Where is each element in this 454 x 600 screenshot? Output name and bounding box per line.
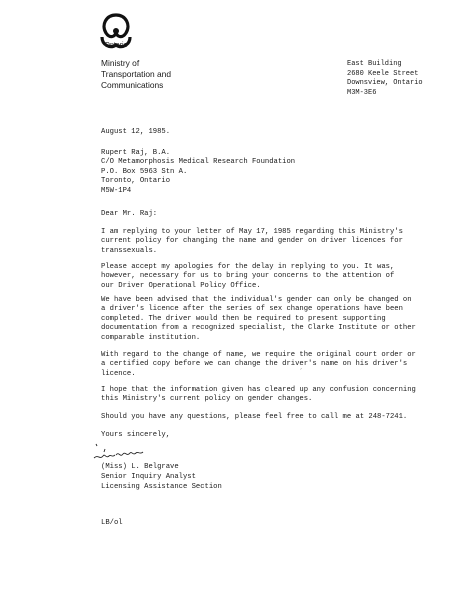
paragraph-line: With regard to the change of name, we require the original court order or	[101, 351, 416, 359]
paragraph-line: Please accept my apologies for the delay in replying to you. It was,	[101, 263, 395, 271]
ministry-line: Ministry of	[101, 58, 140, 68]
recipient-line: M5W-1P4	[101, 186, 132, 195]
paragraph-line: our Driver Operational Policy Office.	[101, 281, 261, 290]
address-line: East Building	[347, 60, 402, 68]
recipient-line: Rupert Raj, B.A.	[101, 149, 171, 157]
province-name: Ontario	[104, 42, 128, 49]
paragraph-line: a driver's licence after the series of sex change operations have been	[101, 305, 403, 314]
paragraph-line: current policy for changing the name and gender on driver licences for	[101, 237, 403, 246]
recipient-line: C/O Metamorphosis Medical Research Foundation	[101, 158, 296, 167]
paragraph-line: documentation from a recognized specialist, the Clarke Institute or other	[101, 324, 416, 333]
body-paragraph	[101, 413, 431, 422]
body-paragraph	[101, 351, 431, 379]
signatory-title: Senior Inquiry Analyst	[101, 473, 196, 481]
body-paragraph	[101, 228, 431, 256]
address-line: 2680 Keele Street	[347, 69, 419, 78]
paragraph-line: I am replying to your letter of May 17, 1985 regarding this Ministry's	[101, 228, 403, 236]
body-paragraph	[101, 296, 431, 343]
typist-initials: LB/ol	[101, 519, 123, 527]
paragraph-line: Should you have any questions, please feel free to call me at 248-7241.	[101, 413, 408, 421]
sender-address	[347, 60, 423, 98]
letter-date: August 12, 1985.	[101, 128, 171, 136]
paragraph-line: this Ministry's current policy on gender changes.	[101, 395, 313, 404]
closing: Yours sincerely,	[101, 431, 171, 439]
paragraph-line: licence.	[101, 369, 136, 378]
ministry-name	[101, 58, 251, 91]
recipient-address	[101, 149, 295, 196]
recipient-line: P.O. Box 5963 Stn A.	[101, 167, 188, 176]
body-paragraph	[101, 386, 431, 405]
paragraph-line: We have been advised that the individual's gender can only be changed on	[101, 296, 412, 304]
paragraph-line: a certified copy before we can change the driver's name on his driver's	[101, 360, 408, 369]
address-line: M3M-3E6	[347, 88, 377, 97]
paragraph-line: transsexuals.	[101, 246, 158, 255]
ministry-line: Communications	[101, 80, 164, 90]
ministry-line: Transportation and	[101, 69, 171, 79]
paragraph-line: I hope that the information given has cleared up any confusion concerning	[101, 386, 416, 394]
address-line: Downsview, Ontario	[347, 79, 423, 87]
paragraph-line: however, necessary for us to bring your concerns to the attention of	[101, 272, 395, 281]
paragraph-line: comparable institution.	[101, 333, 201, 342]
signatory-name: (Miss) L. Belgrave	[101, 463, 179, 471]
signatory-section: Licensing Assistance Section	[101, 483, 222, 491]
stray-mark: ˊ	[300, 369, 302, 375]
body-paragraph	[101, 263, 431, 291]
recipient-line: Toronto, Ontario	[101, 177, 171, 186]
salutation: Dear Mr. Raj:	[101, 210, 158, 218]
paragraph-line: completed. The driver would then be required to present supporting	[101, 314, 386, 323]
